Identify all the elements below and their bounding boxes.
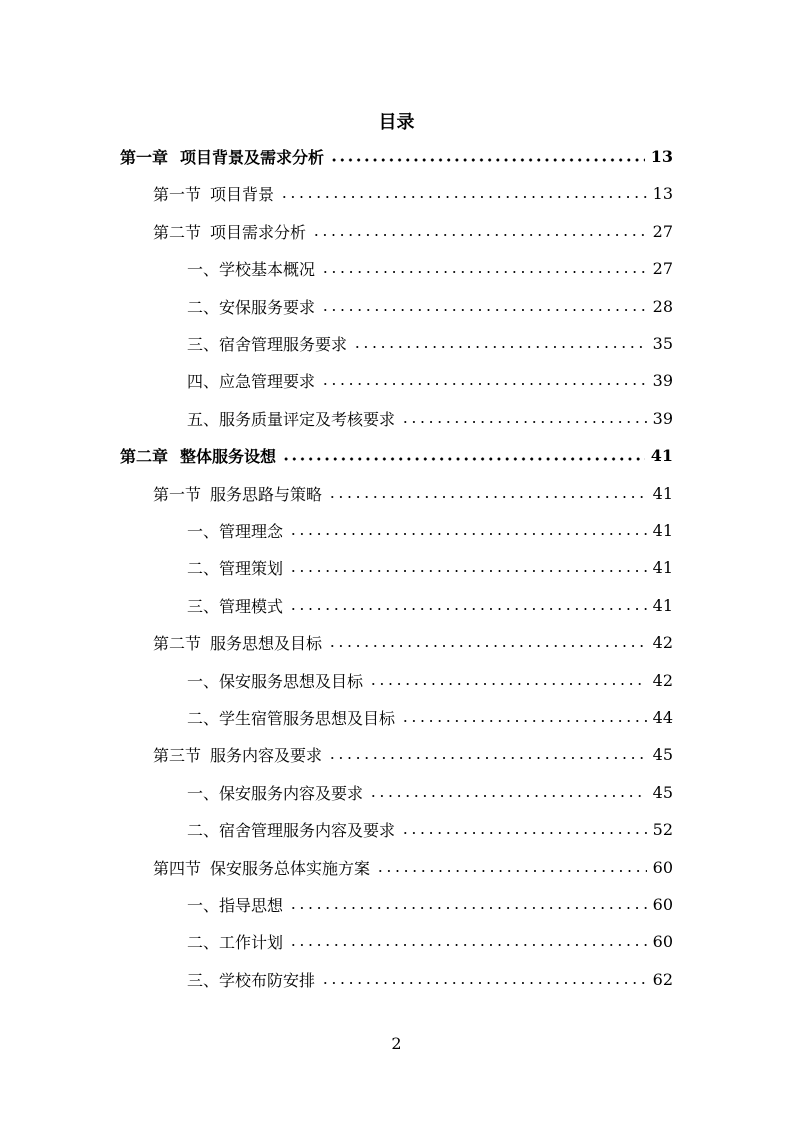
toc-entry-page: 41	[652, 521, 673, 540]
toc-entry-page: 39	[652, 408, 673, 428]
page-number: 2	[391, 1034, 402, 1053]
toc-entry-level-2[interactable]	[153, 213, 673, 250]
toc-entry-title: 保安服务思想及目标	[219, 671, 364, 691]
toc-entry-title: 工作计划	[219, 933, 284, 953]
toc-entry-number: 二、	[187, 297, 220, 317]
toc-entry-title: 管理理念	[219, 522, 284, 541]
dot-leader	[369, 794, 647, 798]
toc-entry-number: 第一节	[153, 484, 202, 504]
toc-entry-title: 指导思想	[219, 896, 284, 915]
toc-entry-page: 41	[652, 558, 673, 578]
toc-entry-page: 35	[652, 334, 673, 353]
toc-entry-page: 27	[652, 221, 673, 241]
toc-entry-page: 41	[650, 446, 673, 466]
toc-entry-label	[187, 818, 395, 841]
toc-entry-page: 60	[652, 932, 673, 952]
toc-entry-label	[153, 182, 274, 205]
toc-entry-title: 安保服务要求	[219, 297, 316, 317]
toc-entry-number: 第四节	[153, 858, 202, 878]
toc-entry-page: 13	[650, 147, 673, 166]
toc-entry-number: 第一节	[153, 185, 202, 205]
toc-entry-number: 二、	[187, 709, 220, 728]
toc-entry-level-2[interactable]	[153, 475, 673, 512]
toc-entry-page: 13	[652, 184, 673, 204]
toc-entry-page: 45	[652, 782, 673, 802]
toc-entry-level-3[interactable]	[187, 325, 673, 362]
toc-entry-page: 60	[652, 857, 673, 877]
dot-leader	[321, 308, 647, 312]
dot-leader	[321, 981, 647, 985]
toc-entry-title: 服务思想及目标	[210, 634, 323, 654]
toc-entry-title: 应急管理要求	[219, 372, 316, 392]
toc-entry-label	[187, 930, 283, 953]
toc-entry-number: 四、	[187, 372, 220, 392]
toc-entry-label	[187, 407, 395, 430]
dot-leader	[401, 719, 647, 723]
dot-leader	[369, 682, 647, 686]
toc-entry-label	[187, 893, 283, 916]
toc-entry-title: 学校基本概况	[219, 260, 316, 280]
toc-entry-number: 第二章	[120, 447, 169, 467]
dot-leader	[401, 831, 647, 835]
toc-entry-page: 28	[652, 296, 673, 316]
toc-entry-page: 52	[652, 820, 673, 840]
dot-leader	[282, 457, 645, 461]
toc-entry-title: 项目背景	[210, 185, 275, 205]
toc-entry-level-3[interactable]	[187, 961, 673, 998]
toc-entry-page: 42	[652, 670, 673, 690]
toc-entry-title: 保安服务内容及要求	[219, 783, 364, 803]
toc-entry-level-2[interactable]	[153, 736, 673, 773]
toc-entry-page: 41	[652, 595, 673, 615]
toc-entry-number: 三、	[187, 335, 220, 354]
toc-entry-title: 保安服务总体实施方案	[210, 858, 371, 878]
toc-entry-level-3[interactable]	[187, 662, 673, 699]
toc-entry-level-3[interactable]	[187, 400, 673, 437]
toc-entry-label	[153, 482, 322, 505]
toc-entry-label	[153, 631, 322, 654]
toc-entry-label	[187, 295, 315, 318]
dot-leader	[312, 233, 647, 237]
toc-entry-title: 服务内容及要求	[210, 746, 323, 766]
dot-leader	[289, 607, 647, 611]
toc-entry-label	[187, 257, 315, 280]
toc-entry-label	[120, 444, 276, 467]
toc-entry-level-3[interactable]	[187, 587, 673, 624]
toc-entry-label	[120, 145, 324, 168]
toc-entry-number: 第三节	[153, 746, 202, 766]
toc-entry-level-3[interactable]	[187, 774, 673, 811]
toc-entry-label	[187, 706, 395, 729]
toc-entry-level-3[interactable]	[187, 288, 673, 325]
toc-entry-page: 62	[652, 969, 673, 989]
dot-leader	[321, 382, 647, 386]
toc-entry-label	[187, 669, 363, 692]
dot-leader	[353, 345, 647, 349]
toc-entry-level-3[interactable]	[187, 250, 673, 287]
toc-entry-level-3[interactable]	[187, 362, 673, 399]
toc-entry-number: 第二节	[153, 222, 202, 242]
toc-entry-label	[153, 220, 306, 243]
toc-entry-number: 一、	[187, 260, 220, 280]
toc-entry-number: 一、	[187, 671, 220, 691]
toc-entry-page: 39	[652, 371, 673, 391]
toc-entry-number: 二、	[187, 559, 220, 579]
toc-entry-number: 一、	[187, 783, 220, 803]
toc-entry-label	[187, 556, 283, 579]
toc-entry-page: 42	[652, 633, 673, 653]
toc-entry-label	[153, 856, 370, 879]
toc-entry-title: 项目背景及需求分析	[180, 148, 325, 167]
toc-entry-page: 27	[652, 259, 673, 279]
toc-entry-number: 一、	[187, 896, 220, 915]
toc-entry-number: 第二节	[153, 634, 202, 654]
toc-entry-number: 三、	[187, 970, 220, 990]
toc-entry-label	[187, 332, 347, 355]
dot-leader	[376, 869, 647, 873]
dot-leader	[328, 644, 647, 648]
toc-entry-label	[187, 594, 283, 617]
toc-title: 目录	[378, 112, 415, 133]
dot-leader	[321, 270, 647, 274]
toc-entry-number: 二、	[187, 821, 220, 841]
toc-entry-label	[153, 743, 322, 766]
toc-entry-title: 宿舍管理服务内容及要求	[219, 821, 396, 841]
toc-entry-label	[187, 519, 283, 542]
toc-entry-level-3[interactable]	[187, 549, 673, 586]
toc-entry-number: 三、	[187, 596, 220, 616]
dot-leader	[289, 569, 647, 573]
toc-entry-title: 服务质量评定及考核要求	[219, 409, 396, 429]
dot-leader	[328, 495, 647, 499]
toc-entry-title: 宿舍管理服务要求	[219, 335, 348, 354]
dot-leader	[289, 532, 647, 536]
toc-entry-title: 管理模式	[219, 596, 284, 616]
toc-entry-page: 60	[652, 895, 673, 914]
toc-entry-level-1[interactable]	[120, 437, 673, 474]
toc-entry-page: 41	[652, 483, 673, 503]
dot-leader	[328, 756, 647, 760]
toc-entry-page: 44	[652, 708, 673, 727]
toc-entry-label	[187, 369, 315, 392]
toc-entry-level-1[interactable]	[120, 138, 673, 175]
toc-entry-title: 项目需求分析	[210, 222, 307, 242]
dot-leader	[330, 158, 645, 162]
toc-entry-level-2[interactable]	[153, 624, 673, 661]
toc-entry-number: 第一章	[120, 148, 169, 167]
toc-entry-number: 五、	[187, 409, 220, 429]
dot-leader	[401, 420, 647, 424]
toc-entry-title: 学生宿管服务思想及目标	[219, 709, 396, 728]
toc-entry-level-3[interactable]	[187, 923, 673, 960]
dot-leader	[289, 943, 647, 947]
toc-entry-level-3[interactable]	[187, 699, 673, 736]
toc-entry-label	[187, 968, 315, 991]
toc-entry-number: 一、	[187, 522, 220, 541]
toc-entry-label	[187, 781, 363, 804]
toc-entry-page: 45	[652, 745, 673, 765]
toc-entry-title: 整体服务设想	[180, 447, 277, 467]
toc-entry-level-2[interactable]	[153, 175, 673, 212]
dot-leader	[289, 906, 647, 910]
toc-entry-level-2[interactable]	[153, 849, 673, 886]
toc-entry-title: 服务思路与策略	[210, 484, 323, 504]
toc-entry-level-3[interactable]	[187, 886, 673, 923]
dot-leader	[280, 195, 647, 199]
toc-entry-level-3[interactable]	[187, 512, 673, 549]
toc-entry-level-3[interactable]	[187, 811, 673, 848]
toc-entry-number: 二、	[187, 933, 220, 953]
toc-entry-title: 管理策划	[219, 559, 284, 579]
toc-entry-title: 学校布防安排	[219, 970, 316, 990]
